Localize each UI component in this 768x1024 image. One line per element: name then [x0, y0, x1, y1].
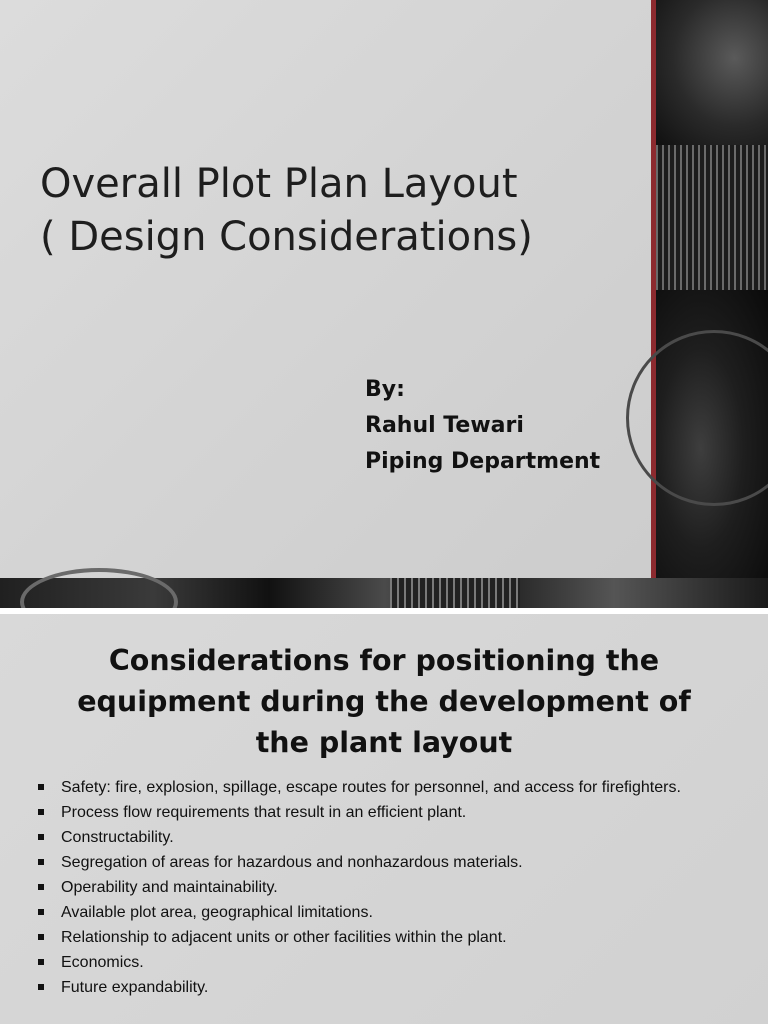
- bullet-square-icon: [38, 884, 44, 890]
- list-item: [38, 927, 738, 948]
- list-item: [38, 952, 738, 973]
- decorative-image-top: [656, 0, 768, 145]
- list-item: [38, 777, 738, 798]
- list-item-text: Operability and maintainability.: [61, 879, 278, 896]
- decorative-image-panel: [656, 0, 768, 578]
- slide-title: [40, 158, 640, 264]
- considerations-list: [38, 777, 738, 1002]
- slide-heading-line-3: the plant layout: [255, 726, 513, 759]
- decorative-image-strip: [0, 578, 768, 608]
- by-label: By:: [365, 377, 405, 402]
- slide-heading: [0, 640, 768, 763]
- considerations-slide: [0, 614, 768, 1024]
- bullet-square-icon: [38, 834, 44, 840]
- list-item-text: Constructability.: [61, 829, 174, 846]
- decorative-ribs: [390, 578, 520, 608]
- list-item: [38, 877, 738, 898]
- list-item-text: Relationship to adjacent units or other facilities within the plant.: [61, 929, 507, 946]
- bullet-square-icon: [38, 959, 44, 965]
- author-name: Rahul Tewari: [365, 413, 524, 438]
- department-name: Piping Department: [365, 449, 601, 474]
- list-item-text: Available plot area, geographical limitations.: [61, 904, 373, 921]
- list-item: [38, 827, 738, 848]
- list-item: [38, 977, 738, 998]
- list-item: [38, 902, 738, 923]
- slide-heading-line-1: Considerations for positioning the: [108, 644, 660, 677]
- list-item-text: Economics.: [61, 954, 144, 971]
- list-item: [38, 802, 738, 823]
- slide-title-line-1: Overall Plot Plan Layout: [40, 161, 518, 207]
- bullet-square-icon: [38, 784, 44, 790]
- bullet-square-icon: [38, 809, 44, 815]
- bullet-square-icon: [38, 984, 44, 990]
- list-item: [38, 852, 738, 873]
- slide-heading-line-2: equipment during the development of: [77, 685, 691, 718]
- bullet-square-icon: [38, 909, 44, 915]
- decorative-ring: [626, 330, 768, 506]
- decorative-image-grille: [656, 145, 768, 290]
- list-item-text: Future expandability.: [61, 979, 209, 996]
- list-item-text: Segregation of areas for hazardous and nonhazardous materials.: [61, 854, 523, 871]
- bullet-square-icon: [38, 934, 44, 940]
- list-item-text: Safety: fire, explosion, spillage, escape routes for personnel, and access for firefighters.: [61, 779, 681, 796]
- list-item-text: Process flow requirements that result in an efficient plant.: [61, 804, 467, 821]
- decorative-image-wheel: [656, 290, 768, 578]
- decorative-wheel-arc: [20, 568, 178, 608]
- bullet-square-icon: [38, 859, 44, 865]
- slide-title-line-2: ( Design Considerations): [40, 214, 533, 260]
- byline: [365, 372, 600, 480]
